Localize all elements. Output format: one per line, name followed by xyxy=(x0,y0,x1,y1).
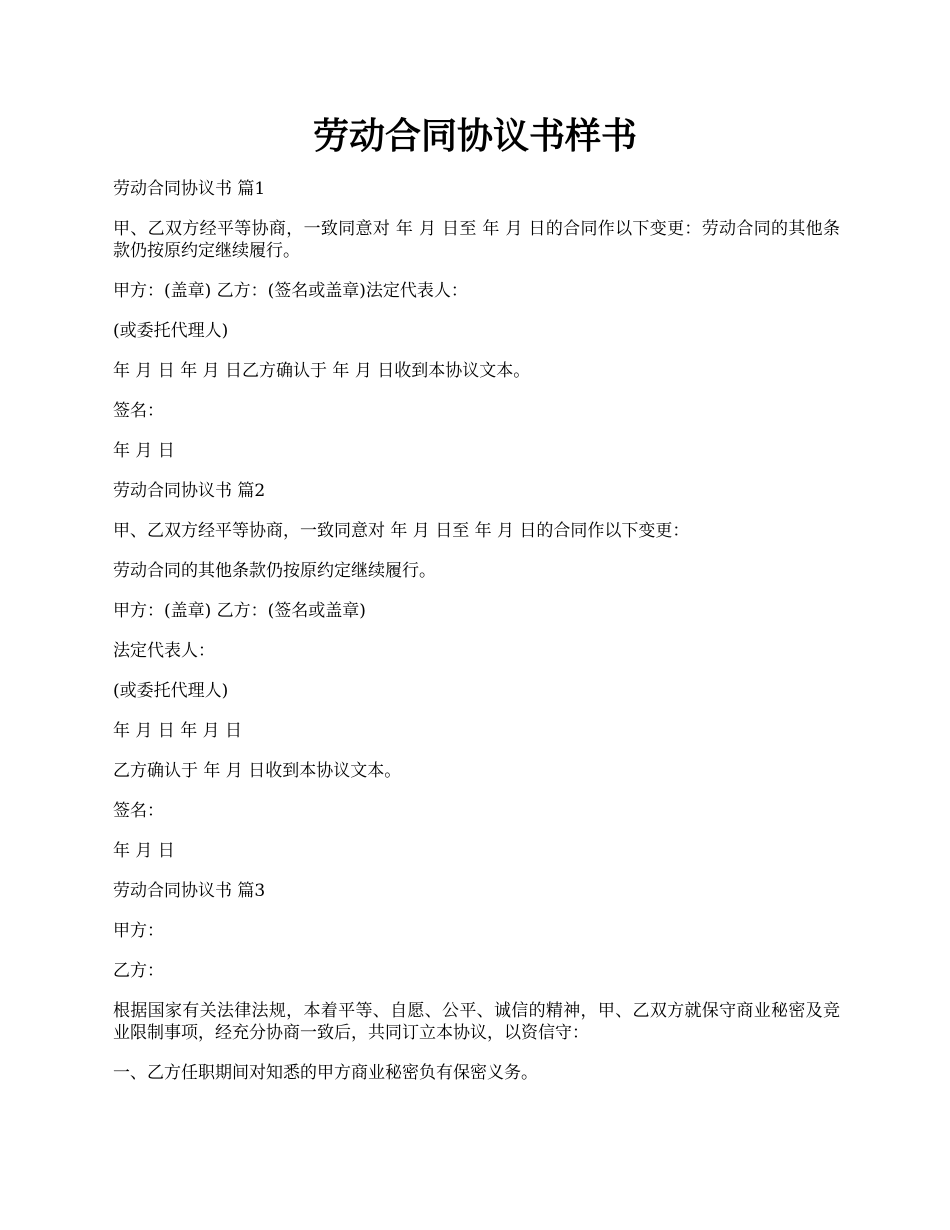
section-heading-2: 劳动合同协议书 篇2 xyxy=(113,481,266,501)
date-line: 年 月 日 年 月 日 xyxy=(113,721,243,741)
section-heading-1: 劳动合同协议书 篇1 xyxy=(113,179,266,199)
document-body xyxy=(113,178,840,1102)
party-a-line: 甲方： xyxy=(113,921,164,941)
party-b-line: 乙方： xyxy=(113,961,164,981)
paragraph: 甲方：(盖章) 乙方：(签名或盖章) xyxy=(113,601,366,621)
paragraph: 根据国家有关法律法规，本着平等、自愿、公平、诚信的精神，甲、乙双方就保守商业秘密及竞业限制事项，经充分协商一致后，共同订立本协议，以资信守： xyxy=(113,1001,840,1043)
paragraph: 甲方：(盖章) 乙方：(签名或盖章)法定代表人： xyxy=(113,281,468,301)
section-heading-3: 劳动合同协议书 篇3 xyxy=(113,881,266,901)
paragraph: 法定代表人： xyxy=(113,641,215,661)
clause-1: 一、乙方任职期间对知悉的甲方商业秘密负有保密义务。 xyxy=(113,1063,538,1083)
document-title: 劳动合同协议书样书 xyxy=(312,115,637,157)
paragraph: 劳动合同的其他条款仍按原约定继续履行。 xyxy=(113,561,436,581)
paragraph: (或委托代理人) xyxy=(113,321,229,341)
paragraph: 甲、乙双方经平等协商，一致同意对 年 月 日至 年 月 日的合同作以下变更：劳动合同的其他条款仍按原约定继续履行。 xyxy=(113,219,840,261)
paragraph: 乙方确认于 年 月 日收到本协议文本。 xyxy=(113,761,402,781)
paragraph: 甲、乙双方经平等协商，一致同意对 年 月 日至 年 月 日的合同作以下变更： xyxy=(113,521,690,541)
signature-line: 签名： xyxy=(113,401,164,421)
paragraph: 年 月 日 年 月 日乙方确认于 年 月 日收到本协议文本。 xyxy=(113,361,531,381)
date-line: 年 月 日 xyxy=(113,441,175,461)
paragraph: (或委托代理人) xyxy=(113,681,229,701)
signature-line: 签名： xyxy=(113,801,164,821)
date-line: 年 月 日 xyxy=(113,841,175,861)
